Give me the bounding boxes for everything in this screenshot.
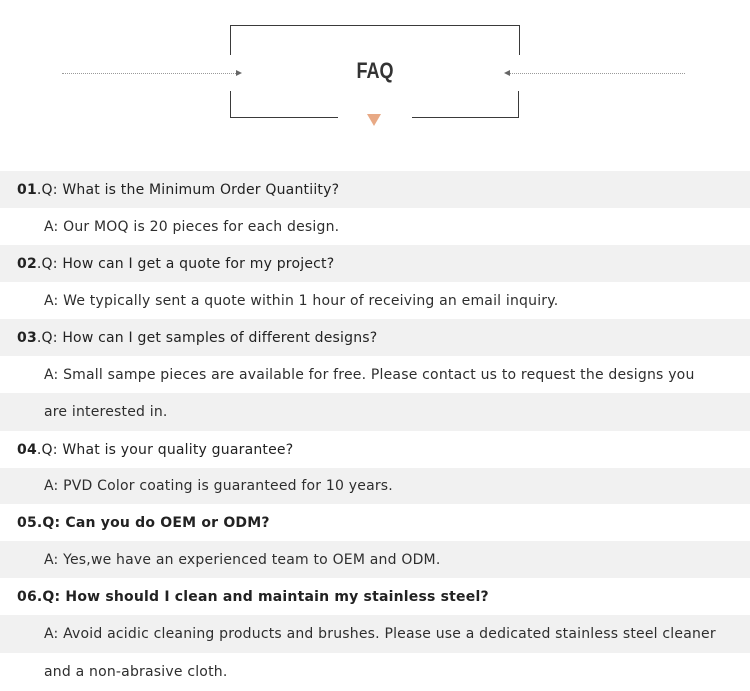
answer-text: A: Avoid acidic cleaning products and brushes. Please use a dedicated stainless steel cleaner (44, 626, 716, 642)
question-number: 03 (17, 329, 37, 346)
title-frame-top (230, 25, 520, 55)
faq-question-row (0, 578, 750, 615)
question-separator: . (36, 514, 43, 531)
faq-answer-row (0, 468, 750, 504)
answer-text: A: Small sampe pieces are available for free. Please contact us to request the designs you (44, 366, 695, 383)
question-number: 06 (17, 588, 37, 605)
faq-answer-row (0, 653, 750, 691)
question-text: Q: What is the Minimum Order Quantiity? (41, 181, 340, 198)
answer-text: are interested in. (44, 404, 168, 420)
faq-answer-row (0, 208, 750, 245)
faq-answer-row (0, 393, 750, 431)
faq-list (0, 171, 750, 691)
question-text: Q: Can you do OEM or ODM? (42, 514, 270, 531)
question-separator: . (36, 441, 42, 458)
faq-header (0, 0, 750, 140)
faq-question-row (0, 245, 750, 282)
page-title: FAQ (356, 58, 394, 83)
answer-text: and a non-abrasive cloth. (44, 664, 228, 680)
title-frame-bottom-right (412, 91, 519, 118)
question-text: Q: How can I get a quote for my project? (41, 255, 335, 272)
question-separator: . (36, 181, 42, 198)
question-text: Q: How can I get samples of different designs? (41, 329, 378, 346)
question-number: 05 (17, 514, 37, 531)
answer-text: A: Our MOQ is 20 pieces for each design. (44, 218, 340, 235)
question-separator: . (36, 255, 42, 272)
answer-text: A: Yes,we have an experienced team to OEM and ODM. (44, 551, 441, 568)
question-separator: . (36, 329, 42, 346)
arrow-right-icon (236, 70, 242, 76)
faq-answer-row (0, 541, 750, 578)
faq-answer-row (0, 282, 750, 319)
faq-question-row (0, 431, 750, 468)
question-text: Q: How should I clean and maintain my stainless steel? (42, 588, 489, 605)
decorative-line-right (510, 73, 685, 74)
faq-answer-row (0, 615, 750, 653)
decorative-line-left (62, 73, 236, 74)
title-frame-bottom-left (230, 91, 338, 118)
answer-text: A: PVD Color coating is guaranteed for 10 years. (44, 478, 393, 494)
answer-text: A: We typically sent a quote within 1 hour of receiving an email inquiry. (44, 292, 559, 309)
question-separator: . (36, 588, 43, 605)
faq-answer-row (0, 356, 750, 393)
faq-question-row (0, 504, 750, 541)
question-number: 02 (17, 255, 37, 272)
question-number: 01 (17, 181, 37, 198)
faq-question-row (0, 319, 750, 356)
question-text: Q: What is your quality guarantee? (41, 441, 294, 458)
down-triangle-icon (367, 114, 381, 126)
faq-question-row (0, 171, 750, 208)
question-number: 04 (17, 441, 37, 458)
